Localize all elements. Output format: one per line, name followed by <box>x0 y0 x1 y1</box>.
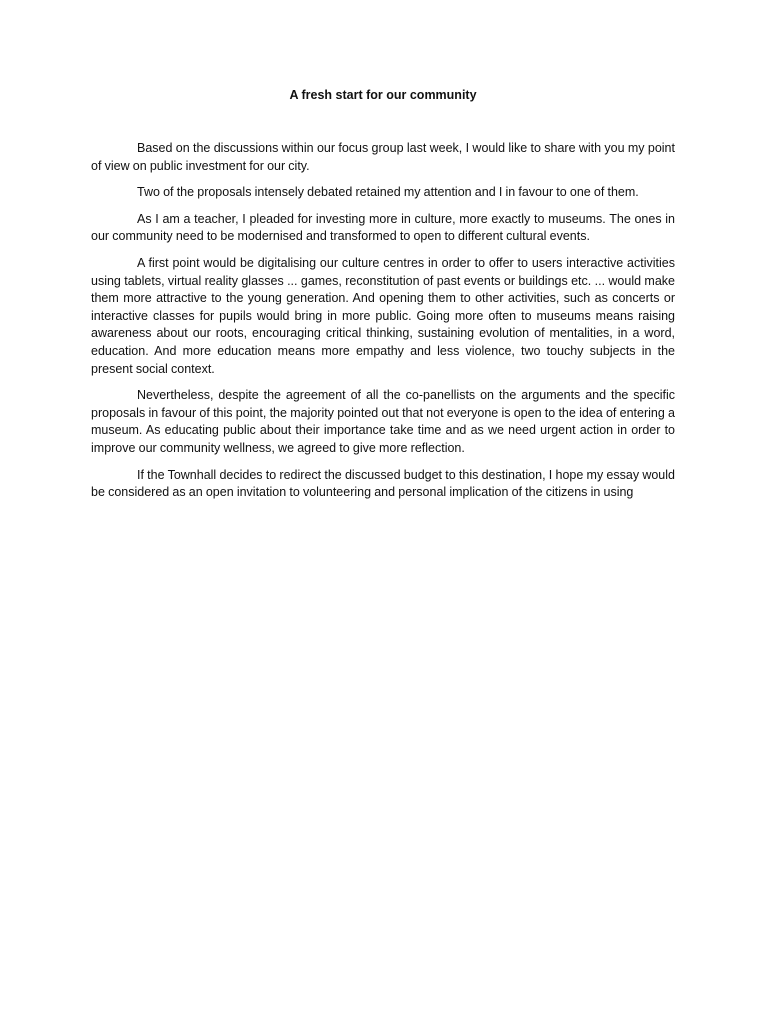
document-title: A fresh start for our community <box>289 88 477 102</box>
paragraph-nevertheless: Nevertheless, despite the agreement of all the co-panellists on the arguments and the specific proposals in favour of this point, the majority pointed out that not everyone is open to the idea of entering a museum. As educating public about their importance take time and as we need urgent action in order to improve our community wellness, we agreed to give more reflection. <box>91 388 675 455</box>
paragraph-culture: As I am a teacher, I pleaded for investing more in culture, more exactly to museums. The ones in our community need to be modernised and transformed to open to different cultural events. <box>91 211 675 244</box>
paragraph-digitalising: A first point would be digitalising our culture centres in order to offer to users interactive activities using tablets, virtual reality glasses ... games, reconstitution of past events or buildings etc. ... would make them more attractive to the young generation. And opening them to other activities, such as concerts or interactive classes for pupils would bring in more public. Going more often to museums means raising awareness about our roots, encouraging critical thinking, sustaining evolution of mentalities, in a word, education. And more education means more empathy and less violence, two touchy subjects in the present social context. <box>91 255 675 376</box>
paragraph-intro: Based on the discussions within our focus group last week, I would like to share with you my point of view on public investment for our city. <box>91 141 675 173</box>
paragraph-proposals: Two of the proposals intensely debated retained my attention and I in favour to one of them. <box>137 185 639 200</box>
document-body <box>91 140 675 511</box>
paragraph-townhall: If the Townhall decides to redirect the discussed budget to this destination, I hope my essay would be considered as an open invitation to volunteering and personal implication of the citizens in using <box>91 467 675 500</box>
